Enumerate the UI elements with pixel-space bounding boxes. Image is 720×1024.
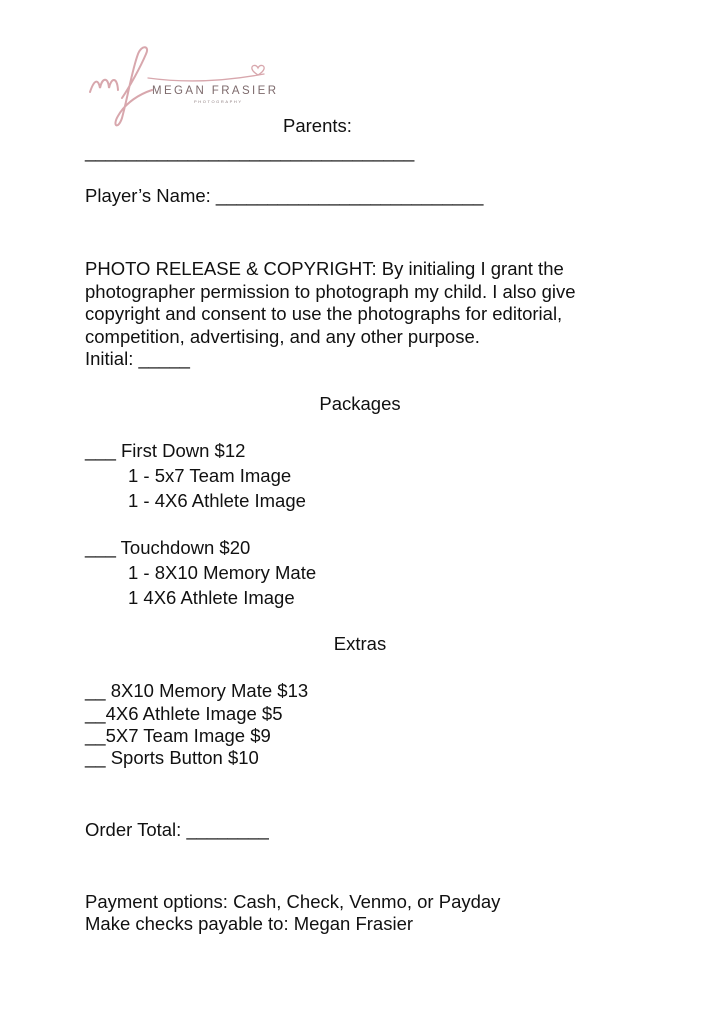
extras-item: __ Sports Button $10 <box>85 747 259 768</box>
packages-heading: Packages <box>319 393 401 414</box>
payment-options: Payment options: Cash, Check, Venmo, or Payday <box>85 891 501 912</box>
brand-subtitle: PHOTOGRAPHY <box>194 99 243 104</box>
extras-item: __ 8X10 Memory Mate $13 <box>85 680 309 701</box>
brand-logo <box>82 40 282 132</box>
package-item-line: 1 - 8X10 Memory Mate <box>128 562 317 583</box>
package-item-line: 1 4X6 Athlete Image <box>128 587 295 608</box>
initial-field: Initial: _____ <box>85 348 190 369</box>
parents-label: Parents: <box>283 115 352 136</box>
package-touchdown-title: ___ Touchdown $20 <box>85 537 251 558</box>
package-item-line: 1 - 5x7 Team Image <box>128 465 292 486</box>
photo-release-paragraph <box>85 258 645 371</box>
package-item-line: 1 - 4X6 Athlete Image <box>128 490 306 511</box>
extras-heading: Extras <box>333 633 387 654</box>
release-line: competition, advertising, and any other purpose. <box>85 325 480 347</box>
order-total-field: Order Total: ________ <box>85 819 269 840</box>
release-line: photographer permission to photograph my child. I also give <box>85 280 576 302</box>
player-name-field: Player’s Name: __________________________ <box>85 185 484 206</box>
checks-payable: Make checks payable to: Megan Frasier <box>85 913 414 934</box>
extras-item: __4X6 Athlete Image $5 <box>85 703 283 724</box>
extras-item: __5X7 Team Image $9 <box>85 725 271 746</box>
parents-line: ________________________________ <box>85 141 415 162</box>
release-line: copyright and consent to use the photographs for editorial, <box>85 303 563 324</box>
brand-name: MEGAN FRASIER <box>152 85 279 97</box>
package-first-down-title: ___ First Down $12 <box>85 440 246 461</box>
release-line: PHOTO RELEASE & COPYRIGHT: By initialing I grant the <box>85 258 564 279</box>
